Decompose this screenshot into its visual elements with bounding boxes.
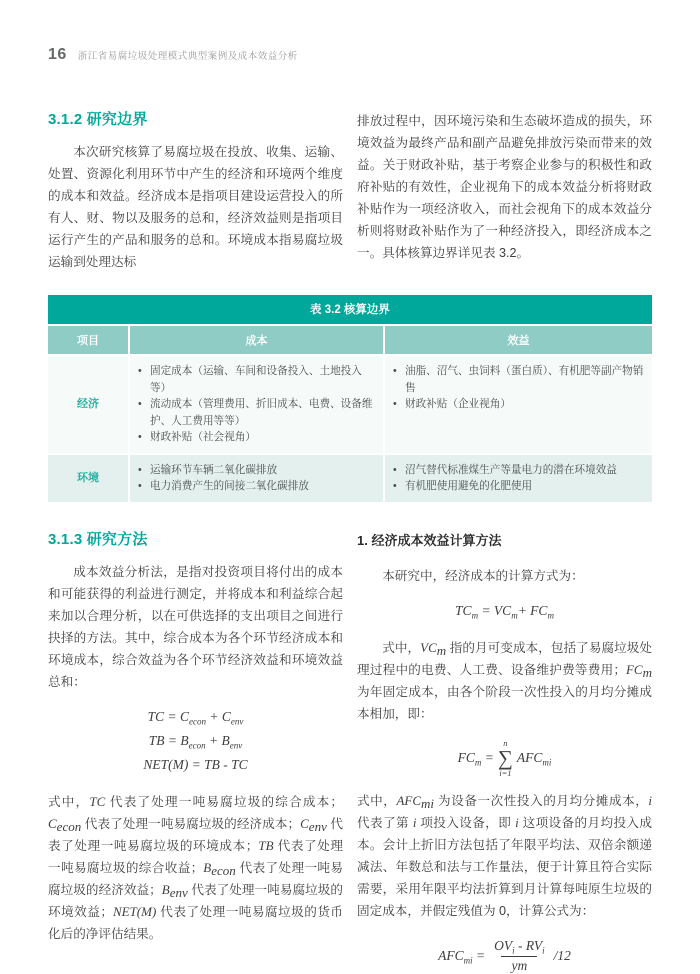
bullet-icon: • <box>138 398 142 410</box>
bullet-text: 财政补贴（社会视角） <box>150 431 256 443</box>
bullet-item <box>138 429 375 446</box>
bullet-text: 有机肥使用避免的化肥使用 <box>405 480 533 492</box>
bullet-icon: • <box>138 480 142 492</box>
running-header-title: 浙江省易腐垃圾处理模式典型案例及成本效益分析 <box>77 51 298 62</box>
afc-denominator: ym <box>501 956 537 974</box>
bullet-icon: • <box>393 463 397 476</box>
method-economic-paragraph-1: 本研究中，经济成本的计算方式为： <box>382 568 584 583</box>
table-header-cost: 成本 <box>130 326 383 354</box>
method-economic-paragraph-2: 式中，$VC_m$ 指的月可变成本，包括了易腐垃圾处理过程中的电费、人工费、设备维护费等费用；$FC_m$ 为年固定成本，由各个阶段一次性投入的月均分摊成本相加，即： <box>357 639 653 721</box>
bullet-icon: • <box>393 398 397 410</box>
method-economic-heading: 1. 经济成本效益计算方法 <box>357 532 502 548</box>
bullet-text: 油脂、沼气、虫饲料（蛋白质）、有机肥等副产物销售 <box>405 365 644 394</box>
bullet-item <box>393 462 644 479</box>
bullet-text: 财政补贴（企业视角） <box>405 398 511 410</box>
table-cell-costs <box>130 455 383 502</box>
formula-fixed-cost-sum <box>357 739 652 778</box>
section-312-left-paragraph: 本次研究核算了易腐垃圾在投放、收集、运输、处置、资源化利用环节中产生的经济和环境两个维度的成本和效益。经济成本是指项目建设运营投入的所有人、财、物以及服务的总和，经济效益则是指项目运行产生的产品和服务的总和。环境成本指易腐垃圾运输到处理达标 <box>48 145 343 269</box>
sigma-upper-limit: n <box>503 737 508 748</box>
formula-afc <box>357 938 652 974</box>
formula-group-totals <box>48 705 343 777</box>
sigma-lower-limit: i=1 <box>499 767 512 778</box>
table-cell-costs <box>130 356 383 453</box>
bullet-item <box>138 396 375 429</box>
section-312-columns <box>48 108 652 273</box>
table-row-category: 环境 <box>48 455 128 502</box>
section-313-paragraph-1: 成本效益分析法，是指对投资项目将付出的成本和可能获得的利益进行测定，并将成本和利益综合起来加以合理分析，以在可供选择的支出项目之间进行抉择的方法。其中，综合成本为各个环节经济成本和环境成本，综合效益为各个环节经济效益和环境效益总和： <box>48 564 343 689</box>
formula-net: NET(M) = TB - TC <box>143 756 248 772</box>
column-right <box>357 108 652 273</box>
afc-lhs: $AFC_{mi}$ = <box>438 947 486 966</box>
running-header <box>48 0 652 64</box>
bullet-icon: • <box>393 480 397 492</box>
column-left <box>48 108 343 273</box>
afc-suffix: /12 <box>553 947 571 963</box>
bullet-item <box>393 396 644 413</box>
table-cell-benefits <box>385 356 652 453</box>
sum-lhs: $FC_m$ = <box>457 750 494 768</box>
bullet-item <box>393 478 644 495</box>
method-economic-paragraph-3: 式中，$AFC_{mi}$ 为设备一次性投入的月均分摊成本，i 代表了第 i 项投入设备，即 i 这项设备的月均投入成本。会计上折旧方法包括了年限平均法、双倍余额递减法、年数总和法与工作量法，便于计算且符合实际需要，采用年限平均法折算到月计算每吨原生垃圾的固定成本，并假定残值为 0，计算公式为： <box>357 792 653 918</box>
section-313-paragraph-2: 式中，TC 代表了处理一吨易腐垃圾的综合成本；$C_{econ}$ 代表了处理一吨易腐垃圾的经济成本；$C_{env}$ 代表了处理一吨易腐垃圾的环境成本；TB 代表了处理一吨易腐垃圾的综合收益；$B_{econ}$ 代表了处理一吨易腐垃圾的经济效益；$B_{env}$ 代表了处理一吨易腐垃圾的环境效益；NET(M) 代表了处理一吨易腐垃圾的货币化后的净评估结果。 <box>48 793 344 941</box>
page-number: 16 <box>48 46 67 63</box>
sigma-icon: ∑ <box>497 745 513 770</box>
bullet-text: 流动成本（管理费用、折旧成本、电费、设备维护、人工费用等等） <box>150 398 373 427</box>
table-cell-benefits <box>385 455 652 502</box>
afc-fraction <box>490 938 549 974</box>
afc-numerator: $OV_i - RV_i$ <box>494 937 545 956</box>
bullet-item <box>138 462 375 479</box>
bullet-item <box>138 363 375 396</box>
formula-total-benefit: TB = $B_{econ} + B_{env}$ <box>148 732 243 751</box>
accounting-boundary-table <box>48 295 652 502</box>
bullet-item <box>138 478 375 495</box>
table-header-item: 项目 <box>48 326 128 354</box>
bullet-text: 沼气替代标准煤生产等量电力的潜在环境效益 <box>405 463 617 476</box>
sum-rhs: $AFC_{mi}$ <box>516 750 552 768</box>
formula-tcm-block <box>357 599 652 623</box>
bullet-icon: • <box>138 365 142 377</box>
bullet-icon: • <box>393 365 397 377</box>
formula-monthly-total-cost: $TC_m = VC_m+ FC_m$ <box>455 602 554 621</box>
section-312-heading: 3.1.2 研究边界 <box>48 111 148 128</box>
section-313-columns <box>48 528 652 974</box>
bullet-item <box>393 363 644 396</box>
bullet-text: 电力消费产生的间接二氧化碳排放 <box>150 480 309 492</box>
bullet-text: 固定成本（运输、车间和设备投入、土地投入等） <box>150 365 362 394</box>
section-312-right-paragraph: 排放过程中，因环境污染和生态破坏造成的损失，环境效益为最终产品和副产品避免排放污染而带来的效益。关于财政补贴，基于考察企业参与的积极性和政府补贴的有效性，企业视角下的成本效益分析将财政补贴作为一项经济收入，而社会视角下的成本效益分析则将财政补贴作为了一种经济投入，即经济成本之一。具体核算边界详见表 3.2。 <box>357 114 652 260</box>
bullet-text: 运输环节车辆二氧化碳排放 <box>150 463 278 476</box>
table-row-category: 经济 <box>48 356 128 453</box>
formula-total-cost: TC = $C_{econ} + C_{env}$ <box>147 708 244 727</box>
column-left <box>48 528 343 974</box>
bullet-icon: • <box>138 463 142 476</box>
sigma-stack <box>498 739 513 778</box>
table-header-benefit: 效益 <box>385 326 652 354</box>
column-right <box>357 528 652 974</box>
section-313-heading: 3.1.3 研究方法 <box>48 530 148 548</box>
table-title: 表 3.2 核算边界 <box>48 295 652 324</box>
bullet-icon: • <box>138 431 142 443</box>
